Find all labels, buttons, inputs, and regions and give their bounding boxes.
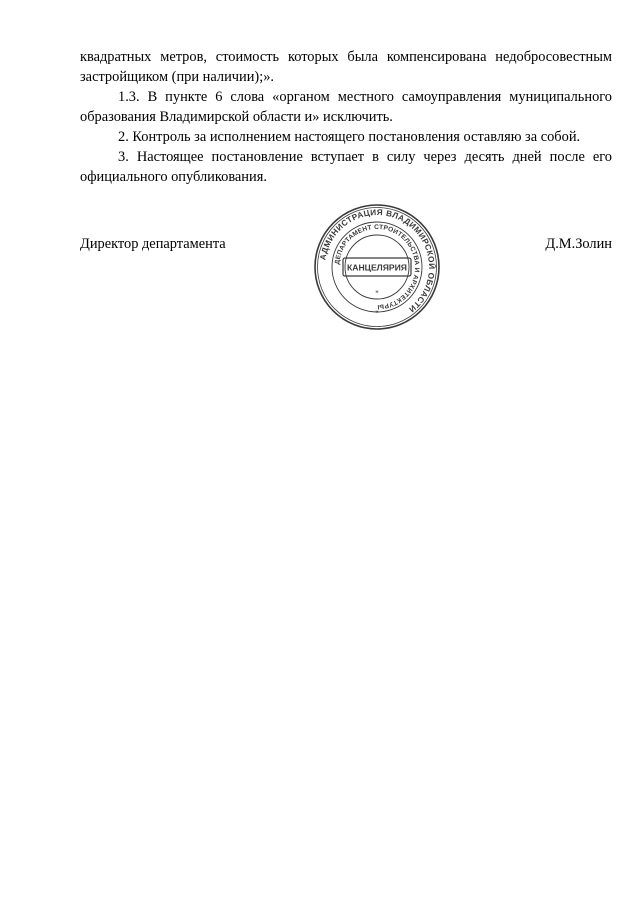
paragraph-continuation: квадратных метров, стоимость которых была компенсирована недобросовестным застройщиком (при наличии);». [80,49,612,85]
paragraph-item-3: 3. Настоящее постановление вступает в силу через десять дней после его официального опубликования. [80,149,612,185]
seal-inner-text: ДЕПАРТАМЕНТ СТРОИТЕЛЬСТВА И АРХИТЕКТУРЫ [334,223,421,311]
paragraph-item-1-3: 1.3. В пункте 6 слова «органом местного самоуправления муниципального образования Владимирской области и» исключить. [80,89,612,125]
signatory-title: Директор департамента [80,236,226,252]
seal-star-icon: * [375,289,379,297]
signatory-name: Д.М.Золин [545,236,612,252]
official-seal-stamp [313,203,441,331]
document-body [80,47,612,187]
seal-star-icon: * [375,309,379,317]
seal-center-text: КАНЦЕЛЯРИЯ [347,262,407,273]
seal-graphic [313,203,441,331]
paragraph-item-2: 2. Контроль за исполнением настоящего постановления оставляю за собой. [118,129,581,145]
seal-outer-text: АДМИНИСТРАЦИЯ ВЛАДИМИРСКОЙ ОБЛАСТИ [318,207,437,315]
